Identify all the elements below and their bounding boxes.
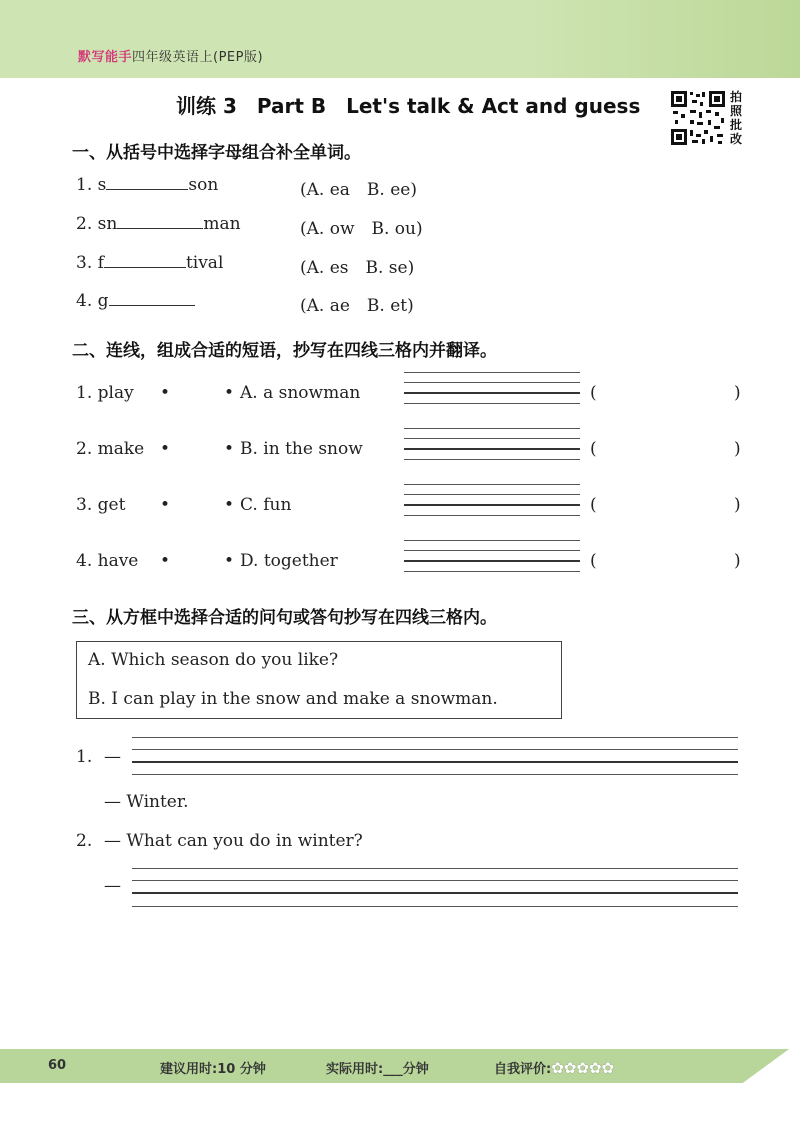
s1-options-3: (A. es B. se) [300, 258, 415, 278]
option-a: A. Which season do you like? [88, 650, 339, 670]
match-left-3: 3. get [76, 495, 126, 515]
s1-item-2: 2. sn man [76, 214, 241, 234]
match-right-1: A. a snowman [240, 383, 361, 403]
paren-open: ( [590, 439, 597, 459]
match-left-2: 2. make [76, 439, 145, 459]
match-right-3: C. fun [240, 495, 292, 515]
paren-close: ) [734, 495, 741, 515]
option-b: B. I can play in the snow and make a snowman. [88, 689, 498, 709]
q2-dash: — [104, 876, 121, 896]
q2-number: 2. [76, 831, 93, 851]
match-dot-left[interactable]: • [160, 383, 171, 403]
match-dot-right[interactable]: • [224, 495, 235, 515]
brand-name: 默写能手 [78, 50, 133, 65]
header-band [0, 0, 800, 78]
qr-label: 拍 照 批 改 [730, 90, 743, 146]
s1-item-1: 1. s son [76, 175, 219, 195]
match-right-4: D. together [240, 551, 338, 571]
q2-question: — What can you do in winter? [104, 831, 363, 851]
s1-options-1: (A. ea B. ee) [300, 180, 417, 200]
match-dot-left[interactable]: • [160, 495, 171, 515]
four-line-grid[interactable] [404, 540, 580, 581]
lesson-title: 训练 3 Part B Let's talk & Act and guess [176, 94, 641, 118]
s1-item-3: 3. f tival [76, 253, 224, 273]
q1-answer: — Winter. [104, 792, 189, 812]
four-line-grid[interactable] [132, 737, 738, 738]
match-dot-left[interactable]: • [160, 439, 171, 459]
rating-stars-icon[interactable]: ✿✿✿✿✿ [551, 1059, 615, 1077]
paren-close: ) [734, 551, 741, 571]
s1-item-4: 4. g [76, 291, 195, 311]
suggested-time: 建议用时:10 分钟 [160, 1062, 266, 1077]
paren-open: ( [590, 383, 597, 403]
four-line-grid[interactable] [404, 484, 580, 525]
q1-number: 1. [76, 747, 93, 767]
self-evaluation: 自我评价:✿✿✿✿✿ [494, 1059, 615, 1077]
answer-blank[interactable] [106, 175, 188, 190]
paren-close: ) [734, 439, 741, 459]
match-dot-left[interactable]: • [160, 551, 171, 571]
actual-time: 实际用时:___分钟 [326, 1062, 429, 1077]
q1-dash: — [104, 747, 121, 767]
book-series-title [78, 46, 263, 65]
match-left-1: 1. play [76, 383, 134, 403]
section2-heading: 二、连线，组成合适的短语，抄写在四线三格内并翻译。 [72, 341, 497, 361]
section3-heading: 三、从方框中选择合适的问句或答句抄写在四线三格内。 [72, 608, 497, 628]
s1-options-4: (A. ae B. et) [300, 296, 414, 316]
match-dot-right[interactable]: • [224, 383, 235, 403]
qr-code-icon[interactable] [670, 90, 726, 146]
paren-open: ( [590, 495, 597, 515]
match-right-2: B. in the snow [240, 439, 363, 459]
section1-heading: 一、从括号中选择字母组合补全单词。 [72, 143, 361, 163]
four-line-grid[interactable] [404, 372, 580, 413]
paren-close: ) [734, 383, 741, 403]
four-line-grid[interactable] [132, 868, 738, 869]
answer-blank[interactable] [109, 291, 195, 306]
answer-blank[interactable] [104, 253, 186, 268]
paren-open: ( [590, 551, 597, 571]
page-number: 60 [48, 1058, 67, 1073]
answer-blank[interactable] [117, 214, 203, 229]
match-left-4: 4. have [76, 551, 139, 571]
series-name: 四年级英语上(PEP版) [132, 50, 264, 65]
four-line-grid[interactable] [404, 428, 580, 469]
s1-options-2: (A. ow B. ou) [300, 219, 423, 239]
match-dot-right[interactable]: • [224, 439, 235, 459]
match-dot-right[interactable]: • [224, 551, 235, 571]
